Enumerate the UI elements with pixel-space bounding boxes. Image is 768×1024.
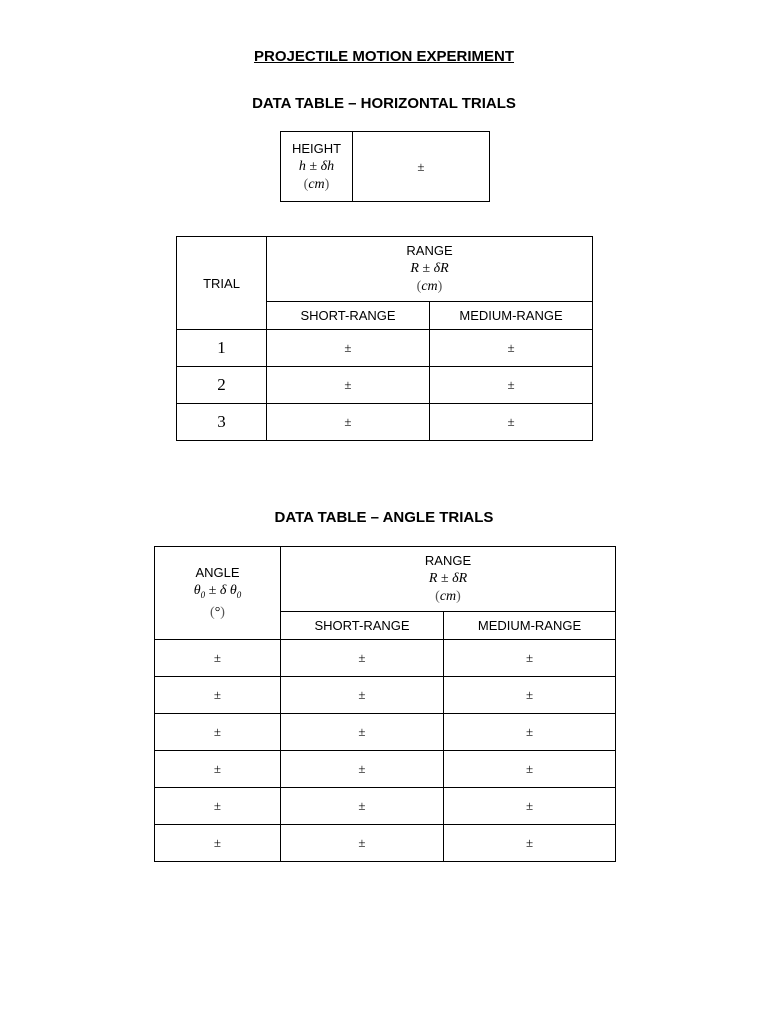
medium-range-cell[interactable]: ± — [444, 714, 616, 751]
trial-number-cell: 3 — [177, 404, 267, 441]
short-range-cell[interactable]: ± — [281, 788, 444, 825]
medium-range-cell[interactable]: ± — [444, 751, 616, 788]
angle-cell[interactable]: ± — [155, 714, 281, 751]
trial-number-cell: 1 — [177, 330, 267, 367]
table-row — [155, 677, 616, 714]
height-unit: (cm) — [303, 176, 330, 192]
table-row — [155, 714, 616, 751]
short-range-header: SHORT-RANGE — [281, 612, 444, 640]
trial-number-cell: 2 — [177, 367, 267, 404]
medium-range-header: MEDIUM-RANGE — [430, 302, 593, 330]
angle-symbol: $\theta_0 \pm \delta$ $\theta_0$ — [193, 583, 242, 600]
medium-range-cell[interactable]: ± — [430, 404, 593, 441]
short-range-cell[interactable]: ± — [267, 330, 430, 367]
angle-cell[interactable]: ± — [155, 677, 281, 714]
medium-range-cell[interactable]: ± — [430, 367, 593, 404]
range-symbol: R ± δR — [410, 261, 449, 276]
short-range-cell[interactable]: ± — [281, 751, 444, 788]
table-row — [155, 825, 616, 862]
short-range-cell[interactable]: ± — [267, 404, 430, 441]
table-row — [155, 788, 616, 825]
angle-unit: (°) — [210, 604, 225, 620]
range-header-cell — [267, 237, 593, 302]
page-title: PROJECTILE MOTION EXPERIMENT — [253, 48, 515, 65]
trial-header: TRIAL — [177, 237, 267, 330]
short-range-cell[interactable]: ± — [267, 367, 430, 404]
table-row — [177, 330, 593, 367]
table-row — [155, 751, 616, 788]
height-label: HEIGHT — [291, 140, 342, 156]
table-row — [177, 404, 593, 441]
angle-cell[interactable]: ± — [155, 640, 281, 677]
medium-range-cell[interactable]: ± — [430, 330, 593, 367]
medium-range-cell[interactable]: ± — [444, 788, 616, 825]
short-range-cell[interactable]: ± — [281, 825, 444, 862]
horizontal-trials-heading: DATA TABLE – HORIZONTAL TRIALS — [252, 95, 516, 112]
medium-range-cell[interactable]: ± — [444, 825, 616, 862]
angle-cell[interactable]: ± — [155, 751, 281, 788]
height-symbol: h ± δh — [298, 158, 335, 174]
height-header-cell — [281, 132, 353, 202]
height-table — [280, 131, 490, 202]
height-value-cell[interactable]: ± — [353, 132, 490, 202]
medium-range-cell[interactable]: ± — [444, 640, 616, 677]
table-row — [177, 367, 593, 404]
medium-range-header: MEDIUM-RANGE — [444, 612, 616, 640]
header-row — [177, 237, 593, 302]
range-header-cell — [281, 547, 616, 612]
angle-trials-heading: DATA TABLE – ANGLE TRIALS — [274, 509, 494, 526]
angle-cell[interactable]: ± — [155, 788, 281, 825]
range-unit: (cm) — [416, 279, 443, 294]
angle-trials-table — [154, 546, 616, 862]
header-row — [155, 547, 616, 612]
range-unit: (cm) — [435, 589, 461, 604]
height-row — [281, 132, 490, 202]
table-row — [155, 640, 616, 677]
angle-cell[interactable]: ± — [155, 825, 281, 862]
short-range-cell[interactable]: ± — [281, 714, 444, 751]
range-label: RANGE — [424, 553, 472, 568]
short-range-header: SHORT-RANGE — [267, 302, 430, 330]
short-range-cell[interactable]: ± — [281, 640, 444, 677]
range-label: RANGE — [406, 243, 453, 258]
angle-header-cell — [155, 547, 281, 640]
medium-range-cell[interactable]: ± — [444, 677, 616, 714]
angle-label: ANGLE — [195, 565, 240, 581]
horizontal-trials-table — [176, 236, 593, 441]
range-symbol: R ± δR — [428, 571, 468, 586]
short-range-cell[interactable]: ± — [281, 677, 444, 714]
